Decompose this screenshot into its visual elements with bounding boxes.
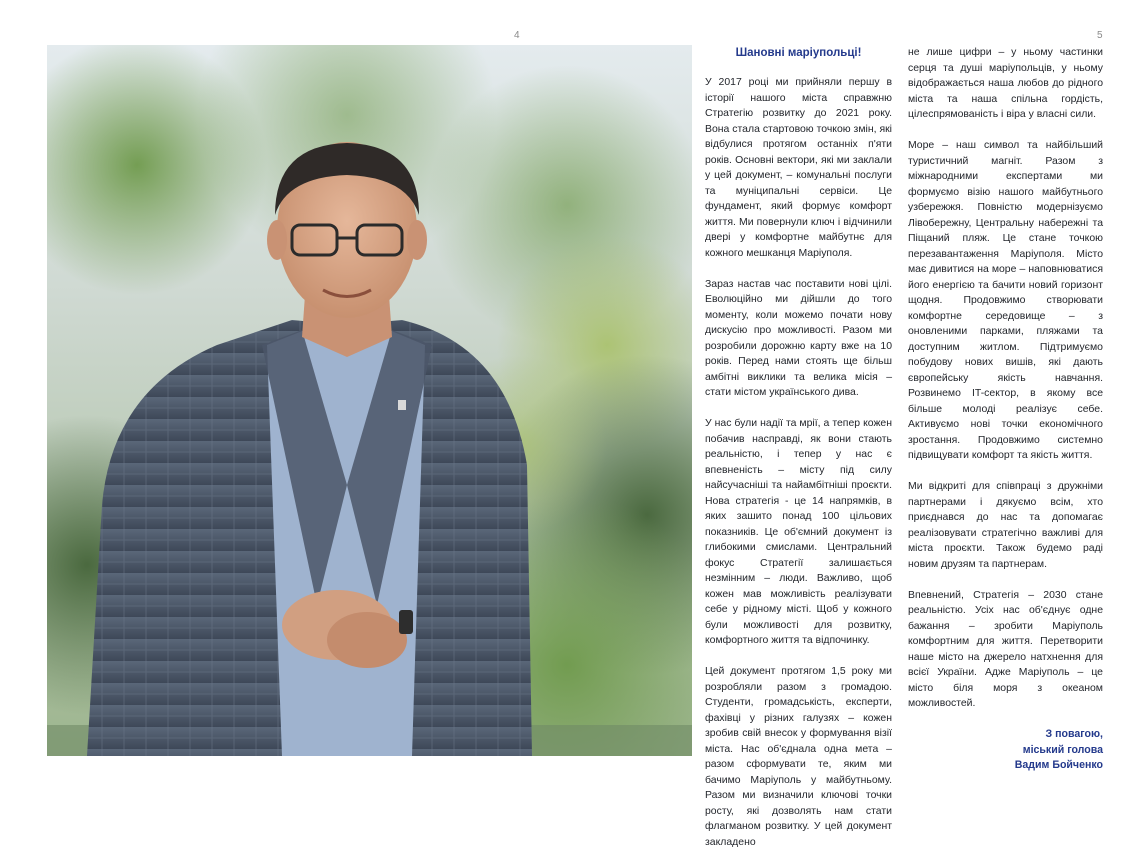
- paragraph: Впевнений, Стратегія – 2030 стане реальністю. Усіх нас об'єднує одне бажання – зробити Маріуполь комфортним для життя. Перетворити наше місто на джерело натхнення для всієї України. Адже Маріуполь – це місто біля моря з океаном можливостей.: [908, 589, 1103, 709]
- letter-column-2: [908, 45, 1103, 774]
- letter-column-1: [705, 45, 892, 850]
- signature-title: міський голова: [1022, 743, 1103, 756]
- signature-name: Вадим Бойченко: [1014, 759, 1103, 771]
- mayor-portrait-photo: [47, 45, 692, 756]
- paragraph: Цей документ протягом 1,5 року ми розробляли разом з громадою. Студенти, громадськість, експерти, фахівці у різних галузях – кожен зробив свій внесок у формування візії міста. Нас об'єднала одна мета – разом сформувати те, яким ми бачимо Маріуполь у майбутньому. Разом ми визначили ключові точки росту, які дозволять нам стати флагманом розвитку. У цей документ закладено: [705, 666, 892, 848]
- paragraph: У нас були надії та мрії, а тепер кожен побачив насправді, як вони стають реальністю, і тепер у нас є впевненість – місту під силу найсучасніші та найамбітніші проєкти. Нова стратегія - це 14 напрямків, в яких зашито понад 100 цільових показників. Це об'ємний документ із глибокими смислами. Центральний фокус Стратегії залишається незмінним – люди. Важливо, щоб кожен мав можливість реалізувати себе у рідному місті. Щоб у кожного були можливості для розвитку, комфортного життя та відпочинку.: [705, 418, 892, 646]
- paragraph: Море – наш символ та найбільший туристичний магніт. Разом з міжнародними експертами ми формуємо візію нашого майбутнього узбережжя. Повністю модернізуємо Лівобережну, Центральну набережні та Піщаний пляж. Це стане точкою перезавантаження Маріуполя. Місто має дивитися на море – наповнюватися його енергією та бачити новий горизонт щодня. Продовжимо створювати комфортне середовище – з оновленими парками, пляжами та доступним житлом. Підтримуємо побудову нових вишів, які дають європейську якість навчання. Розвинемо IT-сектор, в якому все більше молоді реалізує себе. Активуємо нові точки економічного зростання. Продовжимо системно підвищувати комфорт та якість життя.: [908, 140, 1103, 461]
- signature-block: [908, 727, 1103, 774]
- paragraph: У 2017 році ми прийняли першу в історії нашого міста справжню Стратегію розвитку до 2021 року. Вона стала стартовою точкою змін, які відбулися протягом останніх п'яти років. Основні вектори, які ми заклали у цей документ, – комунальні послуги та муніципальні сервіси. Це фундамент, який формує комфорт життя. Ми повернули ключ і відчинили двері у комфортне майбутнє для кожного мешканця Маріуполя.: [705, 77, 892, 259]
- signature-closing: З повагою,: [1045, 728, 1103, 740]
- paragraph: Зараз настав час поставити нові цілі. Еволюційно ми дійшли до того моменту, коли можемо почати нову дискусію про можливості. Разом ми розробили дорожню карту вже на 10 років. Перед нами стоять ще більш амбітні виклики та велика місія – стати містом українського дива.: [705, 278, 892, 398]
- page-number-left: 4: [514, 30, 520, 41]
- paragraph: Ми відкриті для співпраці з дружніми партнерами і дякуємо всім, хто приєднався до нас та допомагає реалізовувати стратегічно важливі для міста проєкти. Також будемо раді новим друзям та партнерам.: [908, 481, 1103, 570]
- letter-heading: Шановні маріупольці!: [735, 47, 862, 59]
- page-number-right: 5: [1097, 30, 1103, 41]
- paragraph: не лише цифри – у ньому частинки серця та душі маріупольців, у ньому відображається наша любов до рідного міста та наша спільна гордість, цілеспрямованість і віра у власні сили.: [908, 47, 1103, 120]
